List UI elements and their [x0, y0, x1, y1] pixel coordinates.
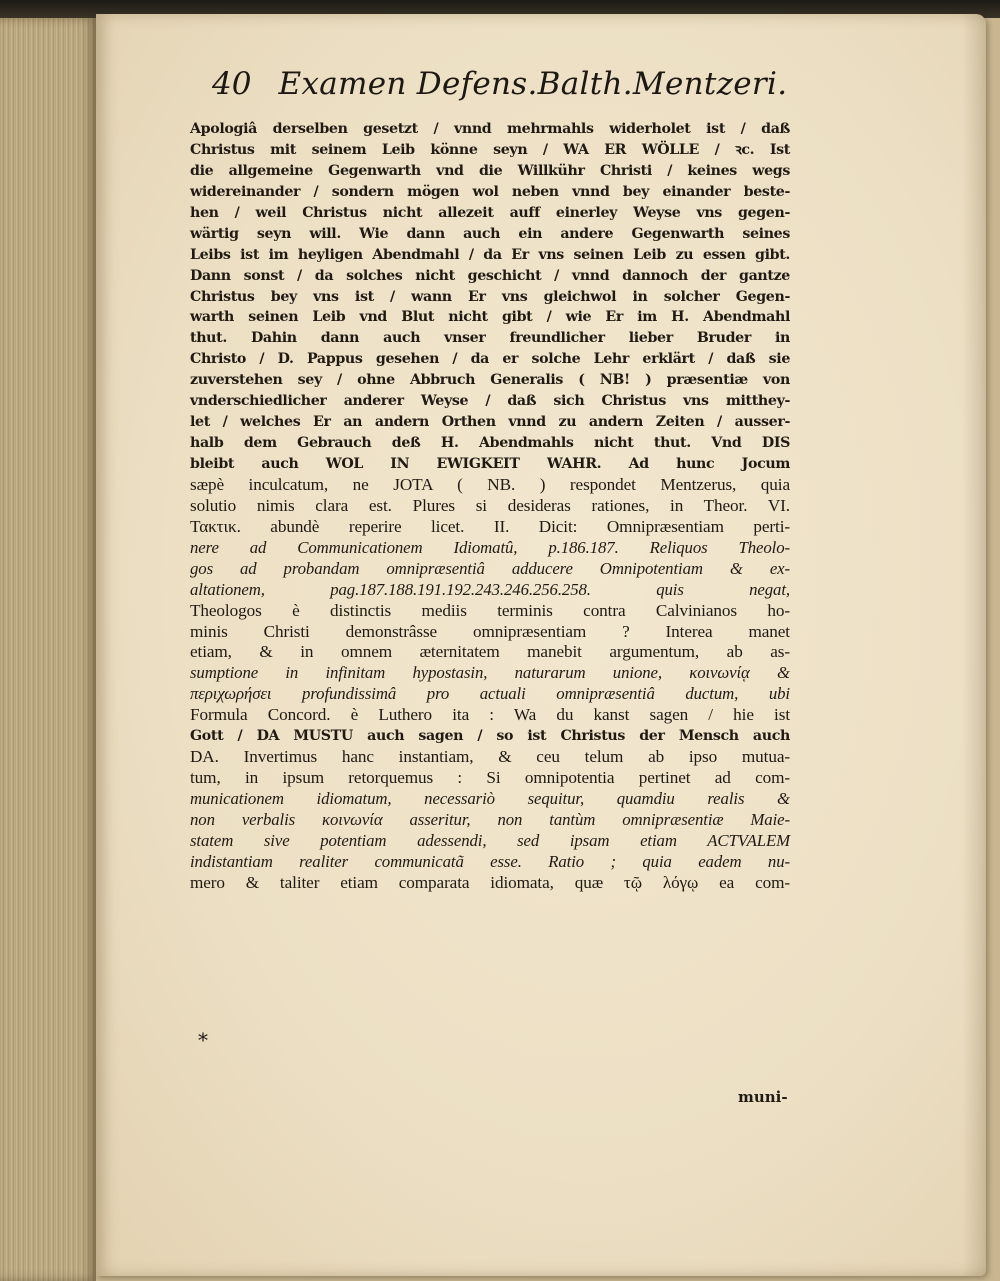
folio-number: 40 — [212, 66, 252, 102]
margin-asterisk: * — [198, 1028, 208, 1052]
book-page-edges — [0, 18, 96, 1281]
text-line: vnderschiedlicher anderer Weyse / daß sich Christus vns mitthey- — [190, 393, 790, 410]
text-line: Christus mit seinem Leib könne seyn / WA ER WÖLLE / ꝛc. Ist — [190, 141, 790, 158]
text-line: sumptione in infinitam hypostasin, naturarum unione, κοινωνίᾳ & — [190, 663, 790, 683]
text-line: Apologiâ derselben gesetzt / vnnd mehrmahls widerholet ist / daß — [190, 121, 790, 137]
text-line: περιχωρήσει profundissimâ pro actuali omnipræsentiâ ductum, ubi — [190, 684, 790, 704]
text-line: widereinander / sondern mögen wol neben vnnd bey einander beste- — [190, 183, 790, 200]
text-line: let / welches Er an andern Orthen vnnd zu andern Zeiten / ausser- — [190, 414, 790, 431]
text-line: non verbalis κοινωνία asseritur, non tantùm omnipræsentiæ Maie- — [190, 809, 790, 829]
text-line: indistantiam realiter communicatã esse. Ratio ; quia eadem nu- — [190, 851, 790, 871]
text-line: Christo / D. Pappus gesehen / da er solche Lehr erklärt / daß sie — [190, 351, 790, 368]
catchword: muni- — [738, 1088, 788, 1106]
text-line: wärtig seyn will. Wie dann auch ein andere Gegenwarth seines — [190, 225, 790, 242]
text-line: etiam, & in omnem æternitatem manebit argumentum, ab as- — [190, 642, 790, 662]
text-line: Τακτικ. abundè reperire licet. II. Dicit: Omnipræsentiam perti- — [190, 516, 790, 536]
text-line: hen / weil Christus nicht allezeit auff einerley Weyse vns gegen- — [190, 204, 790, 221]
text-line: tum, in ipsum retorquemus : Si omnipotentia pertinet ad com- — [190, 768, 790, 788]
text-line: zuverstehen sey / ohne Abbruch Generalis ( NB! ) præsentiæ von — [190, 372, 790, 389]
text-line: thut. Dahin dann auch vnser freundlicher lieber Bruder in — [190, 330, 790, 347]
text-line: municationem idiomatum, necessariò sequitur, quamdiu realis & — [190, 789, 790, 808]
text-line: bleibt auch WOL IN EWIGKEIT WAHR. Ad hunc Jocum — [190, 456, 790, 472]
body-text — [190, 119, 790, 894]
text-line: statem sive potentiam adessendi, sed ipsam etiam ACTVALEM — [190, 830, 790, 850]
text-line: gos ad probandam omnipræsentiâ adducere Omnipotentiam & ex- — [190, 558, 790, 578]
text-line: halb dem Gebrauch deß H. Abendmahls nicht thut. Vnd DIS — [190, 435, 790, 452]
page-header — [212, 66, 792, 116]
text-line: mero & taliter etiam comparata idiomata, quæ τῷ λόγῳ ea com- — [190, 872, 790, 892]
text-line: nere ad Communicationem Idiomatû, p.186.187. Reliquos Theolo- — [190, 537, 790, 557]
text-line: Gott / DA MUSTU auch sagen / so ist Christus der Mensch auch — [190, 728, 790, 745]
running-title: Examen Defens.Balth.Mentzeri. — [278, 66, 788, 102]
text-line: Dann sonst / da solches nicht geschicht / vnnd dannoch der gantze — [190, 267, 790, 284]
page-curl-shadow — [962, 14, 986, 1276]
text-line: sæpè inculcatum, ne JOTA ( NB. ) respondet Mentzerus, quia — [190, 474, 790, 494]
text-line: minis Christi demonstrâsse omnipræsentiam ? Interea manet — [190, 621, 790, 641]
text-line: solutio nimis clara est. Plures si desideras rationes, in Theor. VI. — [190, 495, 790, 515]
text-line: Theologos è distinctis mediis terminis contra Calvinianos ho- — [190, 600, 790, 620]
text-line: Christus bey vns ist / wann Er vns gleichwol in solcher Gegen- — [190, 288, 790, 305]
text-line: die allgemeine Gegenwarth vnd die Willkühr Christi / keines wegs — [190, 162, 790, 179]
text-line: warth seinen Leib vnd Blut nicht gibt / wie Er im H. Abendmahl — [190, 309, 790, 326]
text-line: altationem, pag.187.188.191.192.243.246.256.258. quis negat, — [190, 579, 790, 599]
text-line: DA. Invertimus hanc instantiam, & ceu telum ab ipso mutua- — [190, 747, 790, 767]
text-line: Leibs ist im heyligen Abendmahl / da Er vns seinen Leib zu essen gibt. — [190, 246, 790, 263]
text-line: Formula Concord. è Luthero ita : Wa du kanst sagen / hie ist — [190, 705, 790, 725]
